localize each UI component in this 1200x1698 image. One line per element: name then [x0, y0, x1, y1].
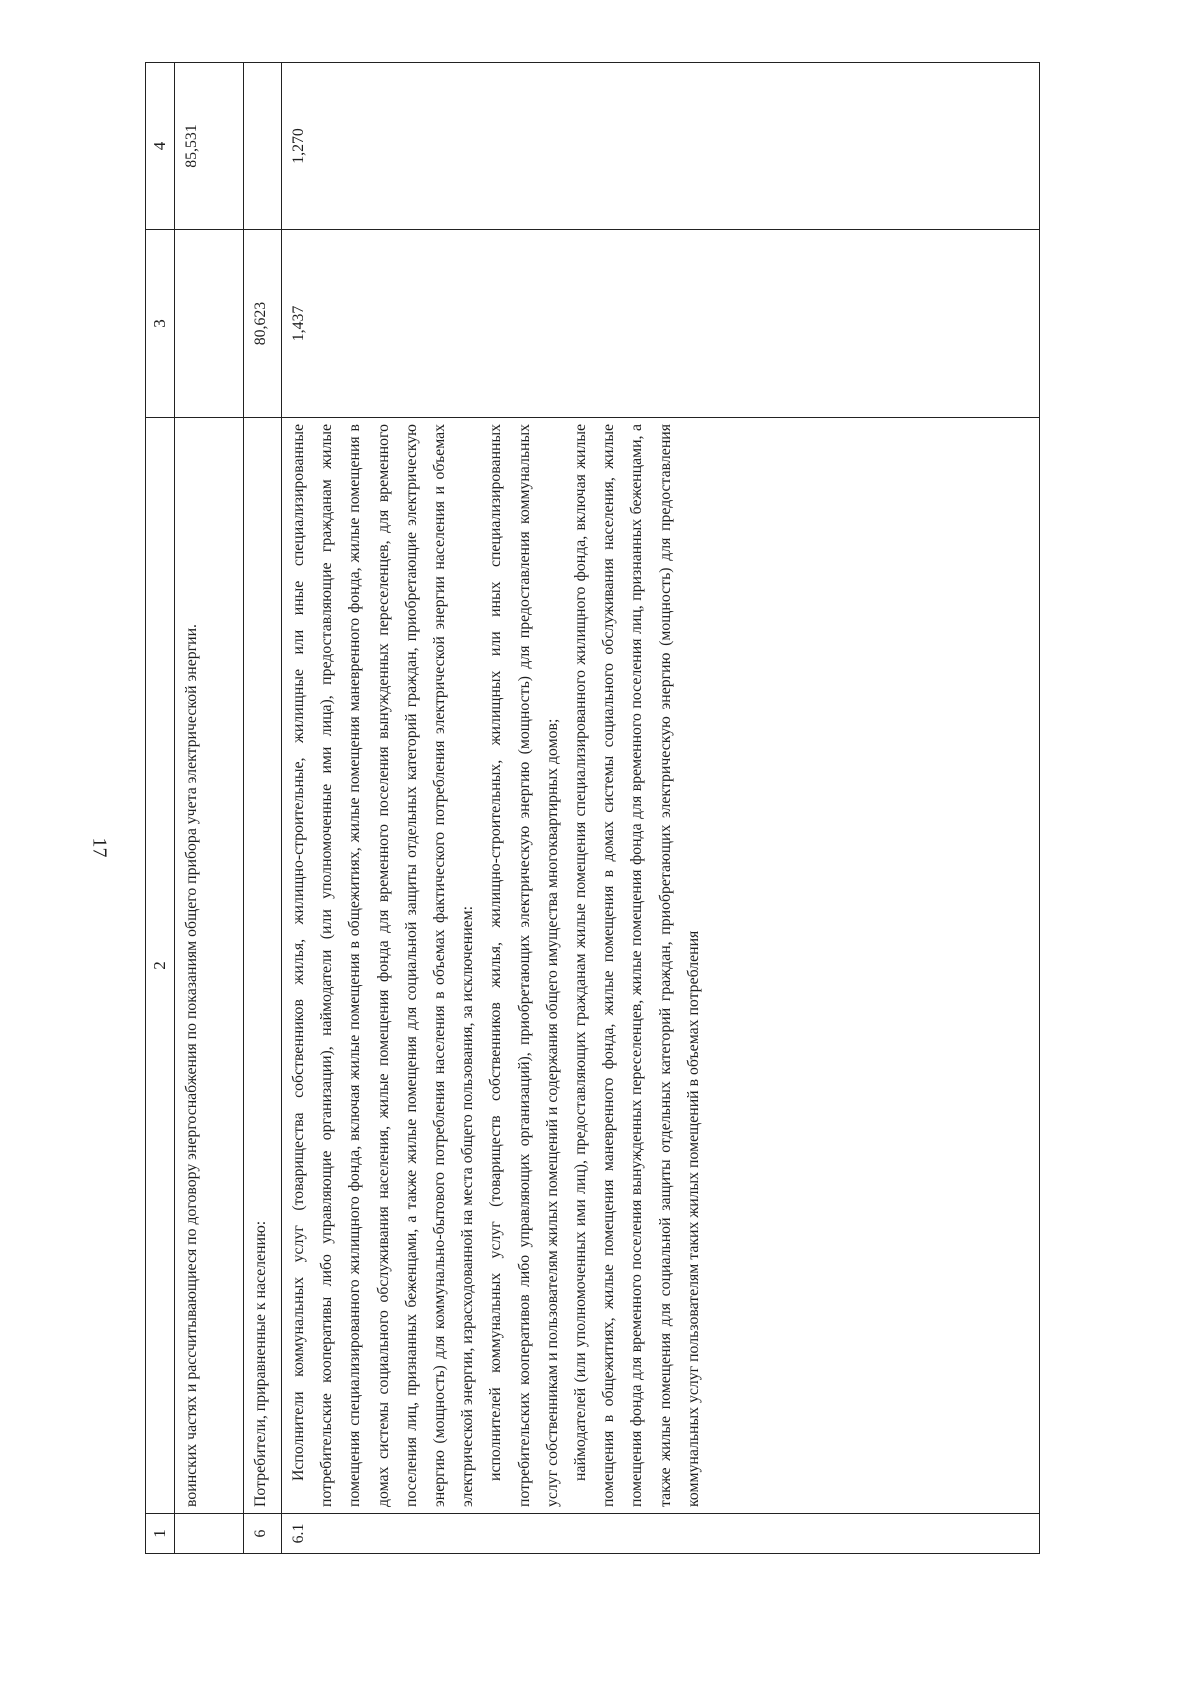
- row-number: 6: [244, 1514, 282, 1554]
- row-description: [175, 418, 244, 1514]
- header-cell-4: 4: [146, 63, 175, 230]
- tariff-table: [145, 62, 1040, 1554]
- header-cell-1: 1: [146, 1514, 175, 1554]
- table-row: [282, 63, 1040, 1554]
- row-description: [282, 418, 1040, 1514]
- table-row: [244, 63, 282, 1554]
- table-header-row: [146, 63, 175, 1554]
- paragraph: исполнителей коммунальных услуг (товариществ собственников жилья, жилищно-строительных, жилищных или иных специализированных потребительских кооперативов либо управляющих организаций), приобретающих электрическую энергию (мощность) для предоставления коммунальных услуг собственникам и пользователям жилых помещений и содержания общего имущества многоквартирных домов;: [487, 424, 561, 1507]
- header-cell-3: 3: [146, 230, 175, 418]
- value-col4: 1,270: [282, 63, 1040, 230]
- row-number: [175, 1514, 244, 1554]
- row-text: воинских частях и рассчитывающиеся по договору энергоснабжения по показаниям общего прибора учета электрической энергии.: [183, 623, 200, 1507]
- rotated-table-wrapper: [145, 63, 1040, 1554]
- table-row: [175, 63, 244, 1554]
- value-col4: [244, 63, 282, 230]
- header-cell-2: 2: [146, 418, 175, 1514]
- value-col3: [175, 230, 244, 418]
- value-col3: 80,623: [244, 230, 282, 418]
- paragraph: наймодателей (или уполномоченных ими лиц), предоставляющих гражданам жилые помещения специализированного жилищного фонда, включая жилые помещения в общежитиях, жилые помещения маневренного фонда, жилые помещения в домах системы социального обслуживания населения, жилые помещения фонда для временного поселения вынужденных переселенцев, жилые помещения фонда для временного поселения лиц, признанных беженцами, а также жилые помещения для социальной защиты отдельных категорий граждан, приобретающих электрическую энергию (мощность) для предоставления коммунальных услуг пользователям таких жилых помещений в объемах потребления: [572, 424, 702, 1507]
- row-description: Потребители, приравненные к населению:: [244, 418, 282, 1514]
- row-number: 6.1: [282, 1514, 1040, 1554]
- value-col4: 85,531: [175, 63, 244, 230]
- page-number: 17: [88, 837, 111, 858]
- value-col3: 1,437: [282, 230, 1040, 418]
- paragraph: Исполнители коммунальных услуг (товарищества собственников жилья, жилищно-строительные, жилищные или иные специализированные потребительские кооперативы либо управляющие организации), наймодатели (или уполномоченные ими лица), предоставляющие гражданам жилые помещения специализированного жилищного фонда, включая жилые помещения в общежитиях, жилые помещения маневренного фонда, жилые помещения в домах системы социального обслуживания населения, жилые помещения фонда для временного поселения вынужденных переселенцев, для временного поселения лиц, признанных беженцами, а также жилые помещения для социальной защиты отдельных категорий граждан, приобретающие электрическую энергию (мощность) для коммунально-бытового потребления населения в объемах фактического потребления электрической энергии населения и объемах электрической энергии, израсходованной на места общего пользования, за исключением:: [290, 424, 477, 1507]
